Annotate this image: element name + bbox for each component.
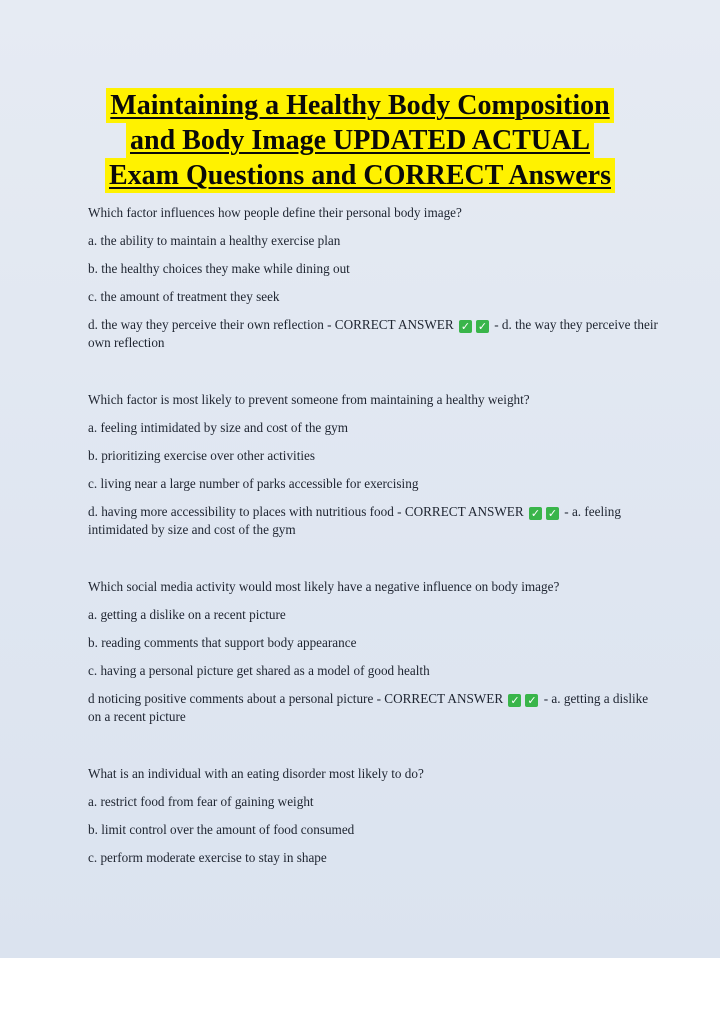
question-text: Which factor is most likely to prevent someone from maintaining a healthy weight? xyxy=(88,392,530,407)
option-b: b. limit control over the amount of food consumed xyxy=(88,822,355,837)
option-c: c. having a personal picture get shared as a model of good health xyxy=(88,663,430,678)
correct-answer-label: CORRECT ANSWER xyxy=(404,504,524,519)
question-block-4 xyxy=(88,765,658,867)
correct-answer-label: CORRECT ANSWER xyxy=(334,317,454,332)
option-a: a. feeling intimidated by size and cost of the gym xyxy=(88,420,349,435)
document-title xyxy=(0,88,720,193)
check-icon: ✓ xyxy=(530,507,541,520)
question-list xyxy=(88,204,658,906)
correct-answer-label: CORRECT ANSWER xyxy=(384,691,504,706)
title-line-3: Exam Questions and CORRECT Answers xyxy=(105,158,615,193)
answer-text: - d. the way they perceive their own reflection xyxy=(88,317,658,350)
option-c: c. the amount of treatment they seek xyxy=(88,289,280,304)
option-b: b. the healthy choices they make while dining out xyxy=(88,261,350,276)
question-block-2 xyxy=(88,391,658,539)
check-icon: ✓ xyxy=(460,320,471,333)
answer-text: - a. feeling intimidated by size and cost of the gym xyxy=(88,504,621,537)
title-line-1: Maintaining a Healthy Body Composition xyxy=(106,88,613,123)
option-d-with-answer xyxy=(88,503,658,539)
option-a: a. the ability to maintain a healthy exercise plan xyxy=(88,233,341,248)
option-a: a. restrict food from fear of gaining weight xyxy=(88,794,314,809)
option-c: c. perform moderate exercise to stay in shape xyxy=(88,850,327,865)
option-d-with-answer xyxy=(88,690,658,726)
check-icon: ✓ xyxy=(547,507,558,520)
check-icon: ✓ xyxy=(477,320,488,333)
option-d: d. the way they perceive their own reflection - xyxy=(88,317,335,332)
option-b: b. prioritizing exercise over other activities xyxy=(88,448,316,463)
option-b: b. reading comments that support body appearance xyxy=(88,635,357,650)
option-d-with-answer xyxy=(88,316,658,352)
check-icon: ✓ xyxy=(510,694,520,707)
answer-text: - a. getting a dislike on a recent picture xyxy=(88,691,649,724)
option-c: c. living near a large number of parks accessible for exercising xyxy=(88,476,419,491)
question-block-1 xyxy=(88,204,658,352)
option-a: a. getting a dislike on a recent picture xyxy=(88,607,286,622)
title-line-2: and Body Image UPDATED ACTUAL xyxy=(126,123,594,158)
option-d: d noticing positive comments about a personal picture - xyxy=(88,691,385,706)
question-text: What is an individual with an eating disorder most likely to do? xyxy=(88,766,424,781)
question-text: Which social media activity would most likely have a negative influence on body image? xyxy=(88,579,560,594)
question-text: Which factor influences how people define their personal body image? xyxy=(88,205,462,220)
question-block-3 xyxy=(88,578,658,726)
check-icon: ✓ xyxy=(527,694,537,707)
option-d: d. having more accessibility to places with nutritious food - xyxy=(88,504,405,519)
